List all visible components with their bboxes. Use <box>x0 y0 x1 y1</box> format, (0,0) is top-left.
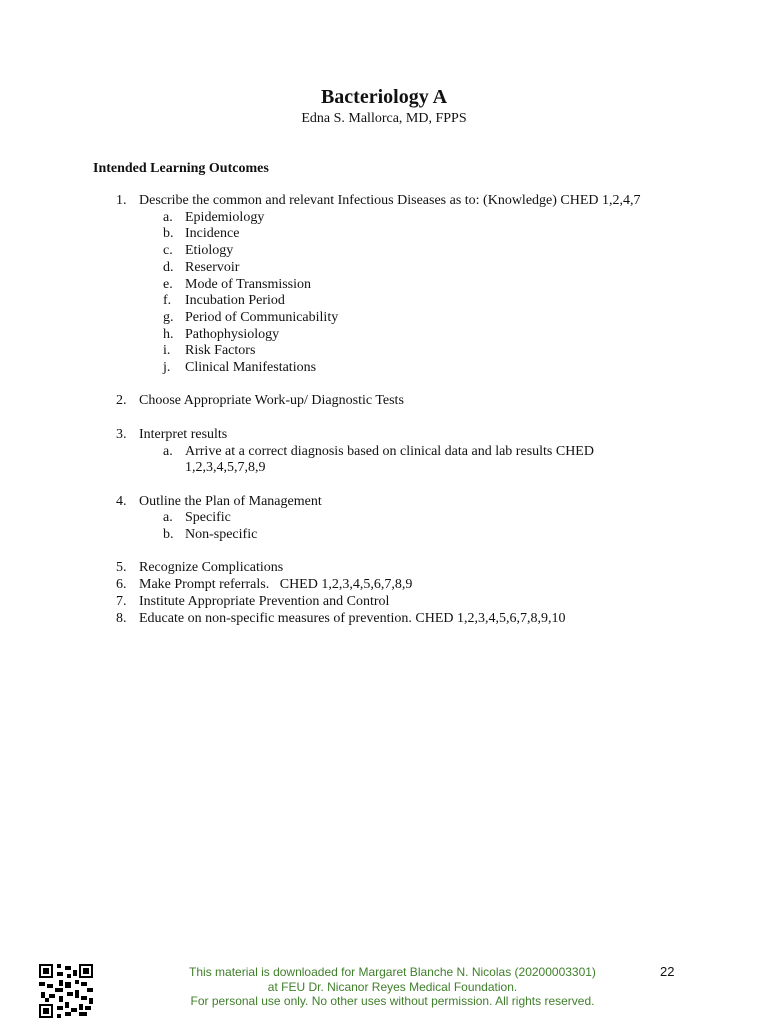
sub-text: Specific <box>185 510 231 526</box>
outcome-text: Recognize Complications <box>139 560 284 576</box>
outcome-text: Interpret results <box>139 426 228 442</box>
outcome-text: Make Prompt referrals. CHED 1,2,3,4,5,6,7,8,9 <box>139 577 413 593</box>
sub-letter: a. <box>163 443 173 459</box>
qr-code-icon <box>39 964 93 1018</box>
sub-item <box>93 210 673 227</box>
sub-text: Reservoir <box>185 259 240 275</box>
sub-text: Non-specific <box>185 527 258 543</box>
sub-letter: a. <box>163 209 173 225</box>
sub-item <box>93 260 673 277</box>
sub-letter: g. <box>163 309 174 325</box>
outcome-text: Describe the common and relevant Infectious Diseases as to: (Knowledge) CHED 1,2,4,7 <box>139 193 641 208</box>
outcome-text: Educate on non-specific measures of prevention. CHED 1,2,3,4,5,6,7,8,9,10 <box>139 610 566 626</box>
sub-item <box>93 243 673 260</box>
download-notice <box>140 965 645 1009</box>
sub-text: Pathophysiology <box>185 326 280 342</box>
sub-letter: c. <box>163 243 173 259</box>
sub-item <box>93 226 673 243</box>
spacer <box>93 410 673 427</box>
outcome-number: 7. <box>116 593 127 609</box>
sub-text: Mode of Transmission <box>185 276 312 292</box>
sub-text: Arrive at a correct diagnosis based on clinical data and lab results CHED 1,2,3,4,5,7,8,9 <box>185 443 594 476</box>
spacer <box>93 544 673 561</box>
outcome-item <box>93 393 673 410</box>
sub-item <box>93 343 673 360</box>
sub-letter: h. <box>163 326 174 342</box>
outcome-number: 8. <box>116 610 127 626</box>
sub-item <box>93 444 673 477</box>
footer-line: at FEU Dr. Nicanor Reyes Medical Foundation. <box>267 979 518 994</box>
section-heading: Intended Learning Outcomes <box>93 161 269 176</box>
outcome-text: Choose Appropriate Work-up/ Diagnostic Tests <box>139 393 404 409</box>
sub-text: Incidence <box>185 226 240 242</box>
outcome-item <box>93 594 673 611</box>
sub-item <box>93 360 673 377</box>
sub-item <box>93 327 673 344</box>
outcome-number: 4. <box>116 493 127 509</box>
sub-letter: f. <box>163 293 172 309</box>
sub-item <box>93 293 673 310</box>
outcome-item <box>93 611 673 628</box>
outcome-item <box>93 427 673 444</box>
outcome-number: 1. <box>116 193 127 208</box>
outcome-number: 6. <box>116 577 127 593</box>
footer-line: For personal use only. No other uses without permission. All rights reserved. <box>190 994 595 1008</box>
outcome-item <box>93 494 673 511</box>
spacer <box>93 477 673 494</box>
sub-item <box>93 510 673 527</box>
outcome-item <box>93 560 673 577</box>
outcome-text: Institute Appropriate Prevention and Control <box>139 593 390 609</box>
outcome-number: 3. <box>116 426 127 442</box>
sub-letter: d. <box>163 259 174 275</box>
page-number: 22 <box>660 964 675 979</box>
outcome-item <box>93 577 673 594</box>
sub-letter: j. <box>163 360 171 376</box>
outcome-text: Outline the Plan of Management <box>139 493 322 509</box>
sub-item <box>93 277 673 294</box>
spacer <box>93 377 673 394</box>
sub-letter: e. <box>163 276 173 292</box>
sub-text: Etiology <box>185 243 234 259</box>
sub-text: Period of Communicability <box>185 309 339 325</box>
sub-letter: a. <box>163 510 173 526</box>
outcome-item <box>93 193 673 210</box>
sub-text: Clinical Manifestations <box>185 360 317 376</box>
sub-letter: b. <box>163 226 174 242</box>
document-title: Bacteriology A <box>320 86 448 108</box>
sub-item <box>93 310 673 327</box>
sub-text: Epidemiology <box>185 209 265 225</box>
sub-letter: i. <box>163 343 171 359</box>
footer-line: This material is downloaded for Margaret Blanche N. Nicolas (20200003301) <box>189 965 596 979</box>
sub-letter: b. <box>163 527 174 543</box>
sub-text: Risk Factors <box>185 343 256 359</box>
document-author: Edna S. Mallorca, MD, FPPS <box>301 111 467 126</box>
sub-item <box>93 527 673 544</box>
outcome-number: 5. <box>116 560 127 576</box>
sub-text: Incubation Period <box>185 293 285 309</box>
outcomes-list <box>93 193 673 627</box>
outcome-number: 2. <box>116 393 127 409</box>
